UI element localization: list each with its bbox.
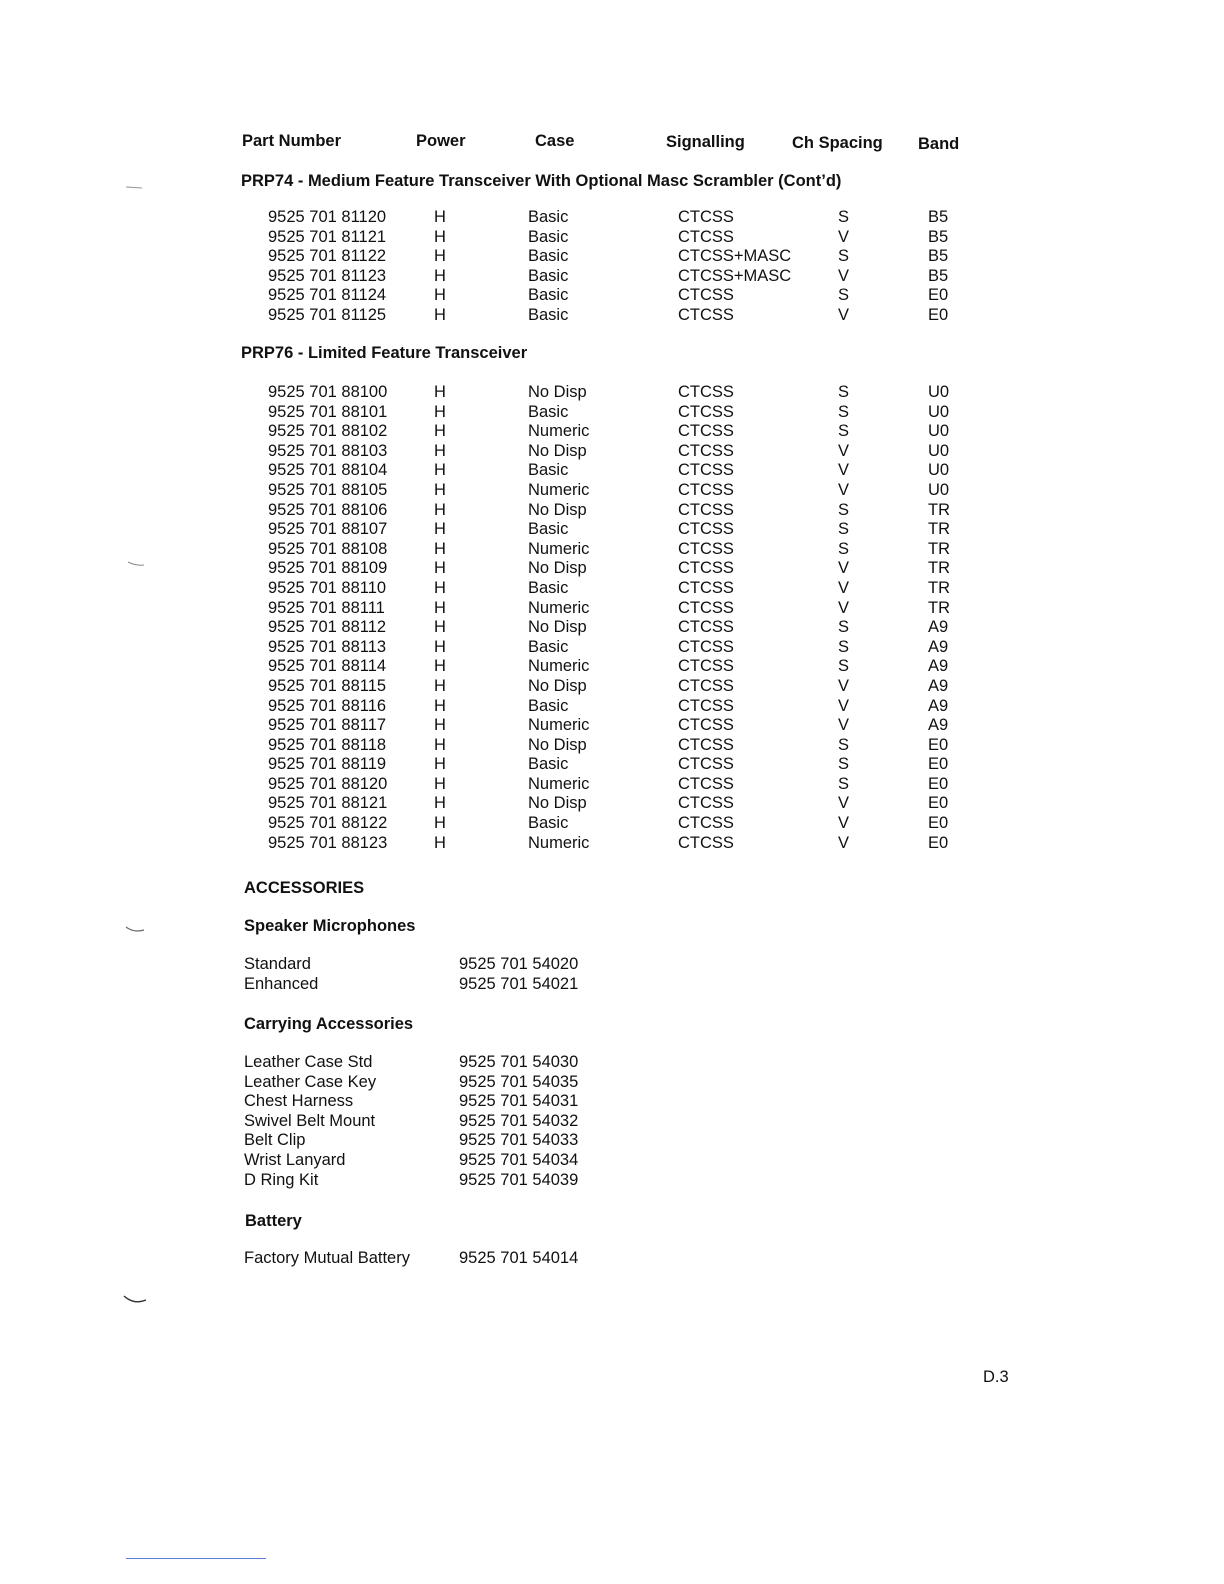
carrying-accessories-list [244,1053,644,1190]
ch-spacing-cell: S [838,618,850,637]
table-header [0,132,1224,156]
power-cell: H [434,227,446,246]
part-number-cell: 9525 701 88100 [268,383,388,401]
part-number-cell: 9525 701 81121 [268,227,387,246]
power-cell: H [434,735,446,754]
list-item [244,1151,644,1171]
ch-spacing-cell: V [838,559,850,578]
case-cell: No Disp [528,441,587,460]
band-cell: B5 [928,208,949,226]
accessory-part-number: 9525 701 54014 [459,1249,579,1267]
band-cell: A9 [928,637,949,656]
ch-spacing-cell: V [838,814,850,833]
section-title-prp76: PRP76 - Limited Feature Transceiver [241,344,528,362]
band-cell: E0 [928,735,949,754]
case-cell: Numeric [528,422,590,441]
battery-list [244,1249,644,1269]
part-number-cell: 9525 701 88117 [268,716,387,735]
ch-spacing-cell: V [838,794,850,813]
accessory-part-number: 9525 701 54030 [459,1053,579,1071]
case-cell: Numeric [528,833,590,852]
power-cell: H [434,500,446,519]
ch-spacing-cell: S [838,774,850,793]
part-number-cell: 9525 701 88107 [268,520,388,539]
list-item [244,1073,644,1093]
case-cell: No Disp [528,500,587,519]
carrying-accessories-title: Carrying Accessories [244,1015,414,1033]
accessory-part-number: 9525 701 54021 [459,974,579,993]
part-number-cell: 9525 701 88104 [268,461,388,480]
table-row [0,599,1224,619]
ch-spacing-cell: V [838,266,850,285]
part-number-cell: 9525 701 88120 [268,774,388,793]
power-cell: H [434,461,446,480]
part-number-cell: 9525 701 88102 [268,422,388,441]
table-row [0,657,1224,677]
signalling-cell: CTCSS [678,402,734,421]
ch-spacing-cell: S [838,422,850,441]
column-header-power: Power [416,132,466,150]
band-cell: E0 [928,755,949,774]
band-cell: E0 [928,774,949,793]
case-cell: Basic [528,578,569,597]
ch-spacing-cell: V [838,461,850,480]
table-row [0,677,1224,697]
signalling-cell: CTCSS [678,559,734,578]
signalling-cell: CTCSS [678,578,734,597]
power-cell: H [434,480,446,499]
part-number-cell: 9525 701 81125 [268,305,387,324]
list-item [244,1053,644,1073]
signalling-cell: CTCSS [678,422,734,441]
case-cell: Numeric [528,480,590,499]
ch-spacing-cell: S [838,657,850,676]
list-item [244,1092,644,1112]
case-cell: No Disp [528,618,587,637]
case-cell: Numeric [528,539,590,558]
accessory-name: Factory Mutual Battery [244,1249,410,1267]
list-item [244,1131,644,1151]
table-row [0,481,1224,501]
scan-mark-3 [122,924,148,934]
signalling-cell: CTCSS [678,637,734,656]
part-number-cell: 9525 701 81122 [268,247,387,266]
part-number-cell: 9525 701 88123 [268,833,388,852]
part-number-cell: 9525 701 88114 [268,657,387,676]
signalling-cell: CTCSS [678,618,734,637]
part-number-cell: 9525 701 88121 [268,794,388,813]
case-cell: Basic [528,402,569,421]
speaker-microphones-title: Speaker Microphones [244,917,416,935]
signalling-cell: CTCSS [678,520,734,539]
ch-spacing-cell: V [838,696,850,715]
case-cell: Numeric [528,716,590,735]
band-cell: E0 [928,794,949,813]
list-item [244,975,644,995]
power-cell: H [434,305,446,324]
power-cell: H [434,814,446,833]
case-cell: Numeric [528,598,590,617]
part-number-cell: 9525 701 88105 [268,480,388,499]
ch-spacing-cell: S [838,539,850,558]
signalling-cell: CTCSS [678,441,734,460]
case-cell: No Disp [528,735,587,754]
band-cell: TR [928,598,950,617]
band-cell: E0 [928,814,949,833]
page-number: D.3 [983,1368,1009,1386]
band-cell: A9 [928,657,949,676]
table-row [0,814,1224,834]
part-number-cell: 9525 701 88115 [268,676,387,695]
table-row [0,422,1224,442]
case-cell: Basic [528,637,569,656]
part-number-cell: 9525 701 81124 [268,286,387,305]
band-cell: E0 [928,286,949,305]
table-row [0,618,1224,638]
table-row [0,579,1224,599]
table-row [0,716,1224,736]
ch-spacing-cell: S [838,735,850,754]
band-cell: U0 [928,402,950,421]
case-cell: Basic [528,286,569,305]
case-cell: Basic [528,247,569,266]
case-cell: No Disp [528,559,587,578]
power-cell: H [434,618,446,637]
ch-spacing-cell: V [838,305,850,324]
case-cell: No Disp [528,383,587,401]
power-cell: H [434,794,446,813]
power-cell: H [434,441,446,460]
signalling-cell: CTCSS [678,696,734,715]
table-row [0,794,1224,814]
part-number-cell: 9525 701 88116 [268,696,387,715]
accessories-title: ACCESSORIES [244,879,365,897]
power-cell: H [434,559,446,578]
ch-spacing-cell: V [838,833,850,852]
power-cell: H [434,657,446,676]
signalling-cell: CTCSS [678,539,734,558]
signalling-cell: CTCSS [678,461,734,480]
table-row [0,775,1224,795]
scan-mark-1 [122,182,148,192]
accessory-name: D Ring Kit [244,1170,319,1189]
ch-spacing-cell: S [838,286,850,305]
column-header-case: Case [535,132,575,150]
ch-spacing-cell: S [838,383,850,401]
accessory-name: Enhanced [244,974,319,993]
ch-spacing-cell: S [838,500,850,519]
power-cell: H [434,774,446,793]
accessory-name: Leather Case Key [244,1072,377,1091]
band-cell: U0 [928,441,950,460]
part-number-cell: 9525 701 88113 [268,637,387,656]
band-cell: TR [928,559,950,578]
accessory-part-number: 9525 701 54031 [459,1092,579,1111]
part-number-cell: 9525 701 81120 [268,208,387,226]
part-number-cell: 9525 701 88101 [268,402,388,421]
power-cell: H [434,833,446,852]
band-cell: A9 [928,716,949,735]
table-row [0,442,1224,462]
section-title-prp74: PRP74 - Medium Feature Transceiver With Optional Masc Scrambler (Cont’d) [241,172,842,190]
accessory-part-number: 9525 701 54033 [459,1131,579,1150]
part-number-cell: 9525 701 88103 [268,441,388,460]
case-cell: Basic [528,305,569,324]
table-row [0,834,1224,854]
signalling-cell: CTCSS [678,480,734,499]
list-item [244,955,644,975]
power-cell: H [434,637,446,656]
band-cell: TR [928,500,950,519]
power-cell: H [434,266,446,285]
list-item [244,1171,644,1191]
table-row [0,755,1224,775]
part-number-cell: 9525 701 88106 [268,500,388,519]
power-cell: H [434,676,446,695]
accessory-part-number: 9525 701 54034 [459,1150,579,1169]
column-header-band: Band [918,135,960,153]
part-number-cell: 9525 701 88112 [268,618,387,637]
signalling-cell: CTCSS+MASC [678,266,792,285]
power-cell: H [434,520,446,539]
band-cell: E0 [928,305,949,324]
signalling-cell: CTCSS [678,227,734,246]
table-row [0,306,1224,326]
table-row [0,267,1224,287]
band-cell: TR [928,578,950,597]
table-row [0,559,1224,579]
table-row [0,501,1224,521]
ch-spacing-cell: V [838,480,850,499]
accessory-name: Chest Harness [244,1092,354,1111]
battery-title: Battery [245,1212,302,1230]
table-row [0,461,1224,481]
ch-spacing-cell: S [838,637,850,656]
band-cell: A9 [928,618,949,637]
part-number-cell: 9525 701 88110 [268,578,387,597]
power-cell: H [434,383,446,401]
power-cell: H [434,578,446,597]
case-cell: Basic [528,266,569,285]
accessory-part-number: 9525 701 54032 [459,1111,579,1130]
part-number-cell: 9525 701 88111 [268,598,385,617]
power-cell: H [434,208,446,226]
signalling-cell: CTCSS [678,814,734,833]
accessory-name: Swivel Belt Mount [244,1111,376,1130]
case-cell: Numeric [528,657,590,676]
power-cell: H [434,422,446,441]
band-cell: TR [928,520,950,539]
part-number-cell: 9525 701 88108 [268,539,388,558]
band-cell: A9 [928,696,949,715]
part-number-cell: 9525 701 81123 [268,266,387,285]
bottom-rule [126,1558,266,1559]
table-row [0,736,1224,756]
case-cell: Basic [528,520,569,539]
signalling-cell: CTCSS+MASC [678,247,792,266]
table-row [0,540,1224,560]
power-cell: H [434,716,446,735]
signalling-cell: CTCSS [678,657,734,676]
band-cell: U0 [928,383,950,401]
table-row [0,383,1224,403]
accessory-part-number: 9525 701 54039 [459,1170,579,1189]
ch-spacing-cell: V [838,598,850,617]
band-cell: U0 [928,422,950,441]
accessory-name: Standard [244,955,311,973]
table-row [0,638,1224,658]
accessory-name: Belt Clip [244,1131,306,1150]
prp74-table [0,208,1224,326]
part-number-cell: 9525 701 88118 [268,735,387,754]
signalling-cell: CTCSS [678,716,734,735]
power-cell: H [434,696,446,715]
power-cell: H [434,286,446,305]
ch-spacing-cell: S [838,402,850,421]
band-cell: A9 [928,676,949,695]
table-row [0,403,1224,423]
band-cell: E0 [928,833,949,852]
table-row [0,208,1224,228]
power-cell: H [434,402,446,421]
power-cell: H [434,755,446,774]
signalling-cell: CTCSS [678,774,734,793]
case-cell: No Disp [528,794,587,813]
case-cell: Basic [528,227,569,246]
band-cell: B5 [928,227,949,246]
prp76-table [0,383,1224,853]
ch-spacing-cell: S [838,520,850,539]
scan-mark-2 [122,559,148,569]
power-cell: H [434,598,446,617]
accessory-name: Wrist Lanyard [244,1150,346,1169]
signalling-cell: CTCSS [678,794,734,813]
case-cell: Basic [528,755,569,774]
case-cell: Basic [528,696,569,715]
speaker-microphones-list [244,955,644,994]
column-header-signalling: Signalling [666,133,745,151]
power-cell: H [434,539,446,558]
band-cell: U0 [928,480,950,499]
table-row [0,228,1224,248]
case-cell: Numeric [528,774,590,793]
list-item [244,1249,644,1269]
band-cell: B5 [928,266,949,285]
power-cell: H [434,247,446,266]
signalling-cell: CTCSS [678,208,734,226]
table-row [0,697,1224,717]
case-cell: Basic [528,814,569,833]
signalling-cell: CTCSS [678,735,734,754]
ch-spacing-cell: S [838,247,850,266]
ch-spacing-cell: S [838,208,850,226]
signalling-cell: CTCSS [678,383,734,401]
accessory-name: Leather Case Std [244,1053,373,1071]
band-cell: B5 [928,247,949,266]
list-item [244,1112,644,1132]
ch-spacing-cell: V [838,441,850,460]
part-number-cell: 9525 701 88109 [268,559,388,578]
part-number-cell: 9525 701 88122 [268,814,388,833]
ch-spacing-cell: S [838,755,850,774]
band-cell: TR [928,539,950,558]
signalling-cell: CTCSS [678,833,734,852]
table-row [0,286,1224,306]
case-cell: No Disp [528,676,587,695]
ch-spacing-cell: V [838,676,850,695]
table-row [0,247,1224,267]
signalling-cell: CTCSS [678,676,734,695]
ch-spacing-cell: V [838,227,850,246]
signalling-cell: CTCSS [678,500,734,519]
accessory-part-number: 9525 701 54035 [459,1072,579,1091]
accessory-part-number: 9525 701 54020 [459,955,579,973]
scan-mark-4 [122,1294,148,1304]
band-cell: U0 [928,461,950,480]
ch-spacing-cell: V [838,716,850,735]
signalling-cell: CTCSS [678,286,734,305]
part-number-cell: 9525 701 88119 [268,755,387,774]
column-header-part-number: Part Number [242,132,342,150]
column-header-ch-spacing: Ch Spacing [792,134,883,152]
case-cell: Basic [528,208,569,226]
signalling-cell: CTCSS [678,755,734,774]
case-cell: Basic [528,461,569,480]
signalling-cell: CTCSS [678,305,734,324]
signalling-cell: CTCSS [678,598,734,617]
ch-spacing-cell: V [838,578,850,597]
table-row [0,520,1224,540]
